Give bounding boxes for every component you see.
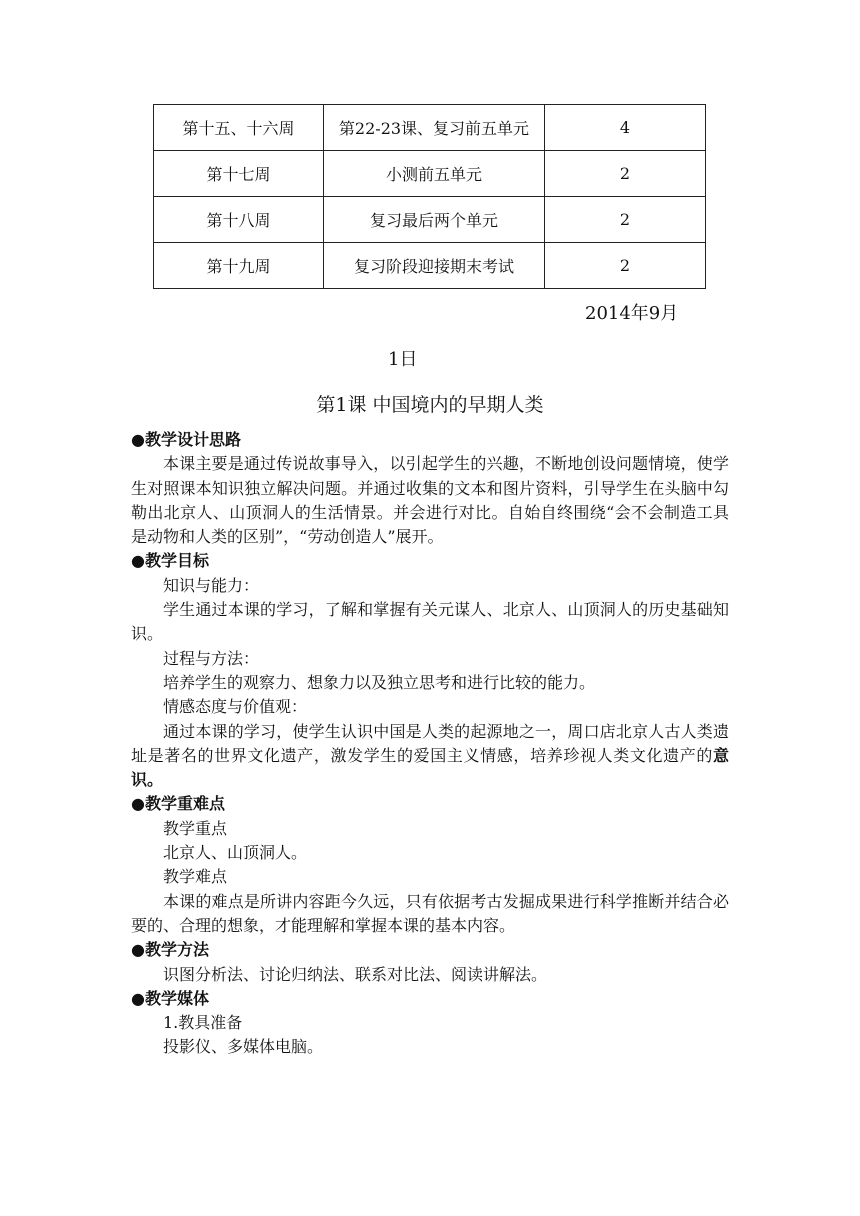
process-paragraph: 培养学生的观察力、想象力以及独立思考和进行比较的能力。: [163, 672, 596, 692]
date-year-month: 2014年9月: [585, 303, 679, 324]
methods-paragraph: 识图分析法、讨论归纳法、联系对比法、阅读讲解法。: [163, 964, 548, 984]
week-cell: 第十七周: [154, 151, 324, 197]
schedule-table: [153, 104, 706, 289]
content-cell: 小测前五单元: [324, 151, 545, 197]
hours-cell: 2: [545, 197, 706, 243]
knowledge-paragraph: 学生通过本课的学习，了解和掌握有关元谋人、北京人、山顶洞人的历史基础知识。: [131, 600, 729, 644]
design-paragraph: 本课主要是通过传说故事导入，以引起学生的兴趣，不断地创设问题情境，使学生对照课本知识独立解决问题。并通过收集的文本和图片资料，引导学生在头脑中勾勒出北京人、山顶洞人的生活情景。并会进行对比。自始自终围绕“会不会制造工具是动物和人类的区别”，“劳动创造人”展开。: [131, 454, 729, 547]
media-item-label: 1.教具准备: [163, 1013, 243, 1033]
section-heading-key-points: ●教学重难点: [131, 794, 225, 814]
table-row: [154, 105, 706, 151]
section-heading-goals: ●教学目标: [131, 551, 209, 571]
table-row: [154, 243, 706, 289]
hours-cell: 4: [545, 105, 706, 151]
knowledge-label: 知识与能力：: [163, 575, 260, 595]
attitude-text: 通过本课的学习，使学生认识中国是人类的起源地之一，周口店北京人古人类遗址是著名的世界文化遗产，激发学生的爱国主义情感，培养珍视人类文化遗产的: [131, 721, 729, 765]
hours-cell: 2: [545, 151, 706, 197]
hours-cell: 2: [545, 243, 706, 289]
date-day: 1日: [388, 349, 418, 370]
section-heading-media: ●教学媒体: [131, 988, 209, 1008]
media-item-body: 投影仪、多媒体电脑。: [163, 1037, 324, 1057]
attitude-label: 情感态度与价值观：: [163, 697, 308, 717]
lesson-plan-body: [131, 428, 729, 1060]
section-heading-methods: ●教学方法: [131, 940, 209, 960]
process-label: 过程与方法：: [163, 648, 260, 668]
content-cell: 复习最后两个单元: [324, 197, 545, 243]
section-heading-design: ●教学设计思路: [131, 430, 241, 449]
attitude-paragraph: [131, 720, 729, 793]
table-row: [154, 151, 706, 197]
attitude-emphasis: 意识。: [131, 745, 729, 790]
table-row: [154, 197, 706, 243]
difficult-paragraph: 本课的难点是所讲内容距今久远，只有依据考古发掘成果进行科学推断并结合必要的、合理的想象，才能理解和掌握本课的基本内容。: [131, 891, 729, 935]
lesson-title: 第1课 中国境内的早期人类: [316, 394, 544, 416]
difficult-label: 教学难点: [163, 867, 228, 887]
key-paragraph: 北京人、山顶洞人。: [163, 843, 308, 863]
week-cell: 第十九周: [154, 243, 324, 289]
content-cell: 第22-23课、复习前五单元: [324, 105, 545, 151]
key-label: 教学重点: [163, 818, 228, 838]
week-cell: 第十八周: [154, 197, 324, 243]
week-cell: 第十五、十六周: [154, 105, 324, 151]
content-cell: 复习阶段迎接期末考试: [324, 243, 545, 289]
